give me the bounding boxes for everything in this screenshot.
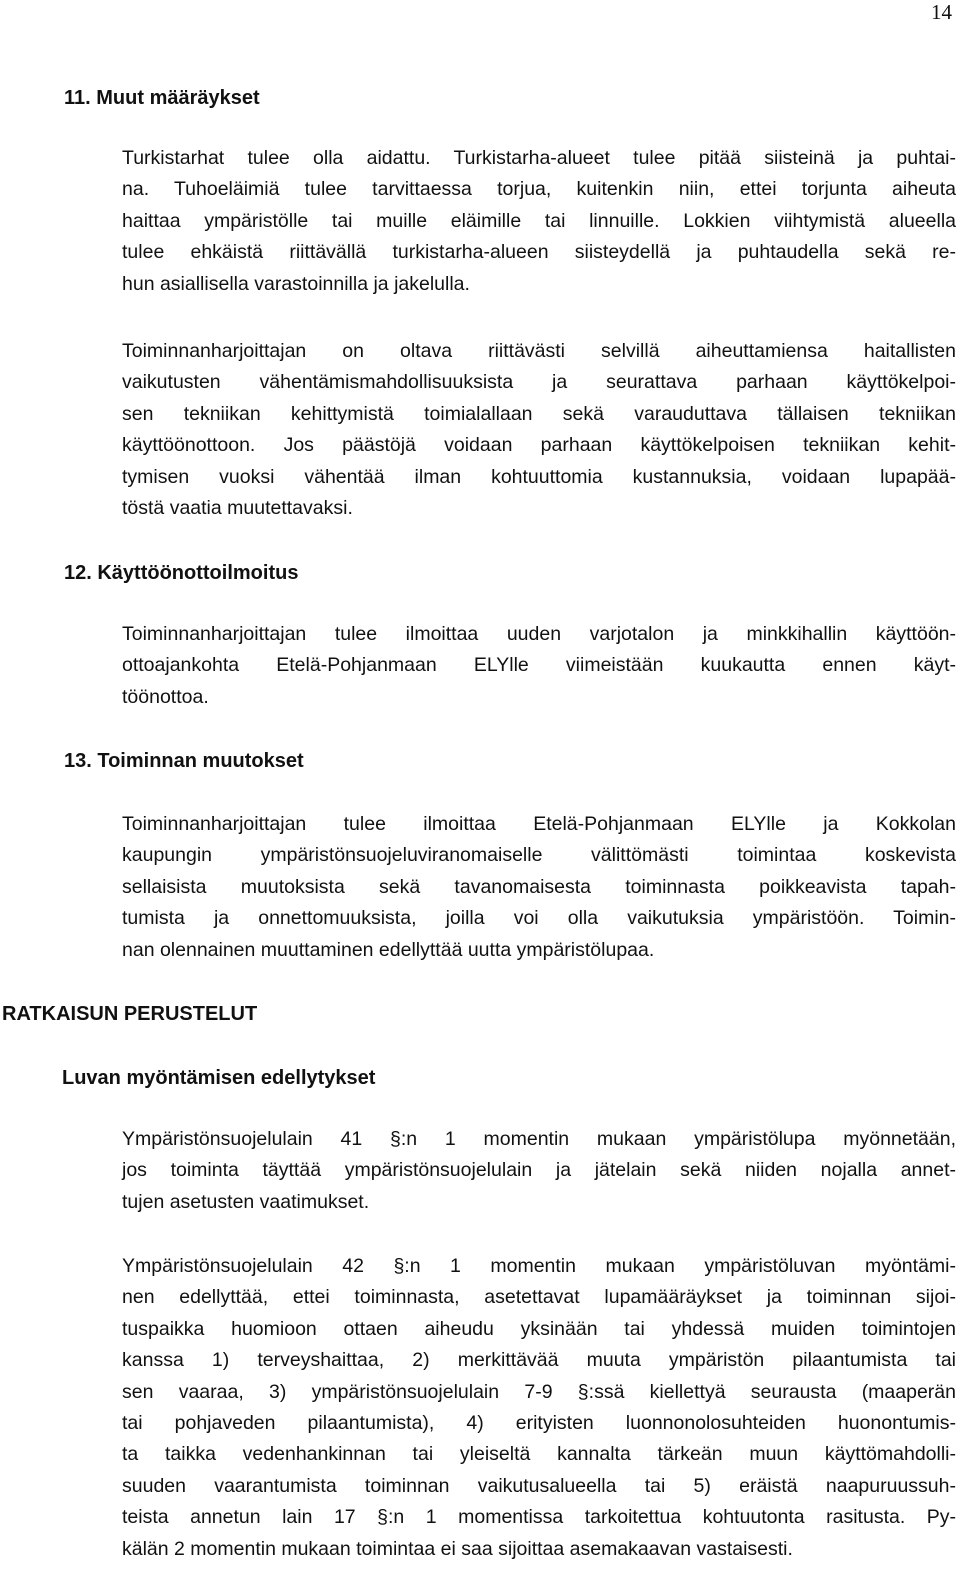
text-line: tulee ehkäistä riittävällä turkistarha-alueen siisteydellä ja puhtaudella sekä re- — [122, 241, 956, 264]
text-line: Toiminnanharjoittajan tulee ilmoittaa Etelä-Pohjanmaan ELYlle ja Kokkolan — [122, 813, 956, 835]
text-line: Turkistarhat tulee olla aidattu. Turkistarha-alueet tulee pitää siisteinä ja puhtai- — [122, 147, 956, 169]
text-line: sen vaaraa, 3) ympäristönsuojelulain 7-9 §:ssä kiellettyä seurausta (maaperän — [122, 1380, 956, 1403]
text-line: ta taikka vedenhankinnan tai yleiseltä kannalta tärkeän muun käyttömahdolli- — [122, 1443, 956, 1466]
text-line: nan olennainen muuttaminen edellyttää uutta ympäristölupaa. — [122, 938, 655, 961]
text-line: kaupungin ympäristönsuojeluviranomaiselle välittömästi toimintaa koskevista — [122, 844, 956, 867]
text-line: töönottoa. — [122, 685, 209, 708]
text-line: tuspaikka huomioon ottaen aiheudu yksinään tai yhdessä muiden toimintojen — [122, 1317, 956, 1340]
text-line: tymisen vuoksi vähentää ilman kohtuuttomia kustannuksia, voidaan lupapää- — [122, 465, 956, 488]
page-number: 14 — [931, 0, 952, 24]
section-11-paragraph-1 — [122, 143, 956, 300]
text-line: na. Tuhoeläimiä tulee tarvittaessa torjua, kuitenkin niin, ettei torjunta aiheuta — [122, 178, 956, 201]
text-line: suuden vaarantumista toiminnan vaikutusalueella tai 5) eräistä naapuruussuh- — [122, 1474, 956, 1497]
text-line: tujen asetusten vaatimukset. — [122, 1190, 370, 1213]
section-11-paragraph-2 — [122, 336, 956, 524]
text-line: Ympäristönsuojelulain 41 §:n 1 momentin mukaan ympäristölupa myönnetään, — [122, 1128, 956, 1150]
rationale-heading: RATKAISUN PERUSTELUT — [2, 1003, 258, 1025]
text-line: sellaisista muutoksista sekä tavanomaisesta toiminnasta poikkeavista tapah- — [122, 875, 956, 898]
text-line: teista annetun lain 17 §:n 1 momentissa tarkoitettua kohtuutonta rasitusta. Py- — [122, 1506, 956, 1529]
section-13-paragraph-1 — [122, 809, 956, 966]
text-line: vaikutusten vähentämismahdollisuuksista ja seurattava parhaan käyttökelpoi- — [122, 371, 956, 394]
text-line: töstä vaatia muutettavaksi. — [122, 496, 353, 519]
text-line: Toiminnanharjoittajan tulee ilmoittaa uuden varjotalon ja minkkihallin käyttöön- — [122, 623, 956, 645]
section-12-heading: 12. Käyttöönottoilmoitus — [64, 562, 299, 584]
text-line: tumista ja onnettomuuksista, joilla voi olla vaikutuksia ympäristöön. Toimin- — [122, 907, 956, 930]
rationale-paragraph-1 — [122, 1124, 956, 1218]
text-line: kälän 2 momentin mukaan toimintaa ei saa sijoittaa asemakaavan vastaisesti. — [122, 1537, 793, 1560]
text-line: haittaa ympäristölle tai muille eläimille tai linnuille. Lokkien viihtymistä alueella — [122, 209, 956, 232]
rationale-subheading: Luvan myöntämisen edellytykset — [62, 1067, 376, 1089]
text-line: hun asiallisella varastoinnilla ja jakelulla. — [122, 272, 470, 295]
text-line: ottoajankohta Etelä-Pohjanmaan ELYlle viimeistään kuukautta ennen käyt- — [122, 654, 956, 677]
text-line: jos toiminta täyttää ympäristönsuojelulain ja jätelain sekä niiden nojalla annet- — [122, 1159, 956, 1182]
text-line: tai pohjaveden pilaantumista), 4) erityisten luonnonolosuhteiden huonontumis- — [122, 1411, 956, 1434]
rationale-paragraph-2 — [122, 1251, 956, 1565]
text-line: Ympäristönsuojelulain 42 §:n 1 momentin mukaan ympäristöluvan myöntämi- — [122, 1255, 956, 1277]
text-line: käyttöönottoon. Jos päästöjä voidaan parhaan käyttökelpoisen tekniikan kehit- — [122, 434, 956, 457]
text-line: Toiminnanharjoittajan on oltava riittävästi selvillä aiheuttamiensa haitallisten — [122, 340, 956, 362]
text-line: sen tekniikan kehittymistä toimialallaan sekä varauduttava tällaisen tekniikan — [122, 402, 956, 425]
text-line: nen edellyttää, ettei toiminnasta, asetettavat lupamääräykset ja toiminnan sijoi- — [122, 1286, 956, 1309]
section-13-heading: 13. Toiminnan muutokset — [64, 750, 304, 772]
text-line: kanssa 1) terveyshaittaa, 2) merkittävää muuta ympäristön pilaantumista tai — [122, 1349, 956, 1372]
section-12-paragraph-1 — [122, 619, 956, 713]
section-11-heading: 11. Muut määräykset — [64, 87, 260, 109]
